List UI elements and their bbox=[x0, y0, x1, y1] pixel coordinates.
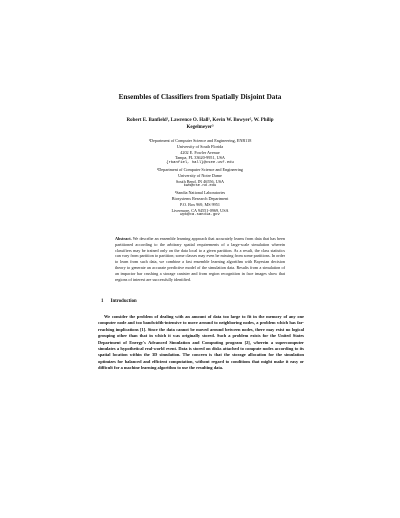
abstract bbox=[115, 236, 285, 282]
affiliation-email: {rbanfiel, hall}@csee.usf.edu bbox=[166, 161, 234, 166]
authors-line-1: Robert E. Banfield¹, Lawrence O. Hall¹, Kevin W. Bowyer², W. Philip bbox=[126, 118, 274, 123]
affiliation-line: University of Notre Dame bbox=[178, 172, 222, 178]
affiliation-line: Tampa, FL 33620-9951, USA bbox=[175, 155, 225, 161]
author-list bbox=[90, 117, 310, 131]
authors-line-2: Kegelmeyer³ bbox=[186, 125, 214, 130]
section-number: 1 bbox=[101, 299, 104, 304]
abstract-label: Abstract. bbox=[115, 236, 132, 241]
affiliation-line: 4202 E. Fowler Avenue bbox=[180, 149, 220, 155]
paper-title: Ensembles of Classifiers from Spatially Disjoint Data bbox=[118, 93, 282, 101]
abstract-text: We describe an ensemble learning approach that accurately learns from data that has been partitioned according to the arbitrary spatial requirements of a large-scale simulation wherein classifiers may be trained only on the data local to a given partition. As a result, the class statistics can vary from partition to partition; some classes may even be missing from some partitions. In order to learn from such data, we combine a fast ensemble learning algorithm with Bayesian decision theory to generate an accurate predictive model of the simulation data. Results from a simulation of an impactor bar crushing a storage canister and from region recognition in face images show that regions of interest are successfully identified. bbox=[115, 236, 285, 282]
affiliations bbox=[110, 138, 290, 219]
affiliation-line: P.O. Box 969, MS 9951 bbox=[180, 201, 220, 207]
section-title: Introduction bbox=[110, 299, 137, 304]
introduction-paragraph: We consider the problem of dealing with an amount of data too large to fit in the memory of any one computer node and too bandwidth-intensive to move around to neighboring nodes, a problem which has far-reaching implications [1]. Since the data cannot be moved around between nodes, there may exist no logical grouping other than that in which it was originally stored. Such a problem exists for the United States Department of Energy's Advanced Simulation and Computing program [2], wherein a supercomputer simulates a hypothetical real-world event. Data is stored on disks attached to compute nodes according to its spatial location within the 3D simulation. The concern is that the storage allocation for the simulation optimizes for balanced and efficient computation, without regard to conditions that might make it easy or difficult for a machine learning algorithm to use the resulting data. bbox=[98, 314, 304, 371]
affiliation-email: kwb@cse.nd.edu bbox=[183, 184, 217, 189]
affiliation-line: Biosystems Research Department bbox=[171, 195, 229, 201]
section-heading bbox=[101, 299, 143, 304]
affiliation-email: wpk@ca.sandia.gov bbox=[180, 213, 220, 218]
affiliation-line: ²Department of Computer Science and Engineering bbox=[156, 166, 244, 172]
affiliation-line: South Bend, IN 46556, USA bbox=[175, 178, 225, 184]
affiliation-line: University of South Florida bbox=[176, 143, 224, 149]
affiliation-line: ¹Department of Computer Science and Engineering, ENB118 bbox=[148, 138, 252, 143]
affiliation-line: Livermore, CA 94551-0969, USA bbox=[171, 207, 229, 213]
affiliation-line: ³Sandia National Laboratories bbox=[174, 190, 226, 196]
